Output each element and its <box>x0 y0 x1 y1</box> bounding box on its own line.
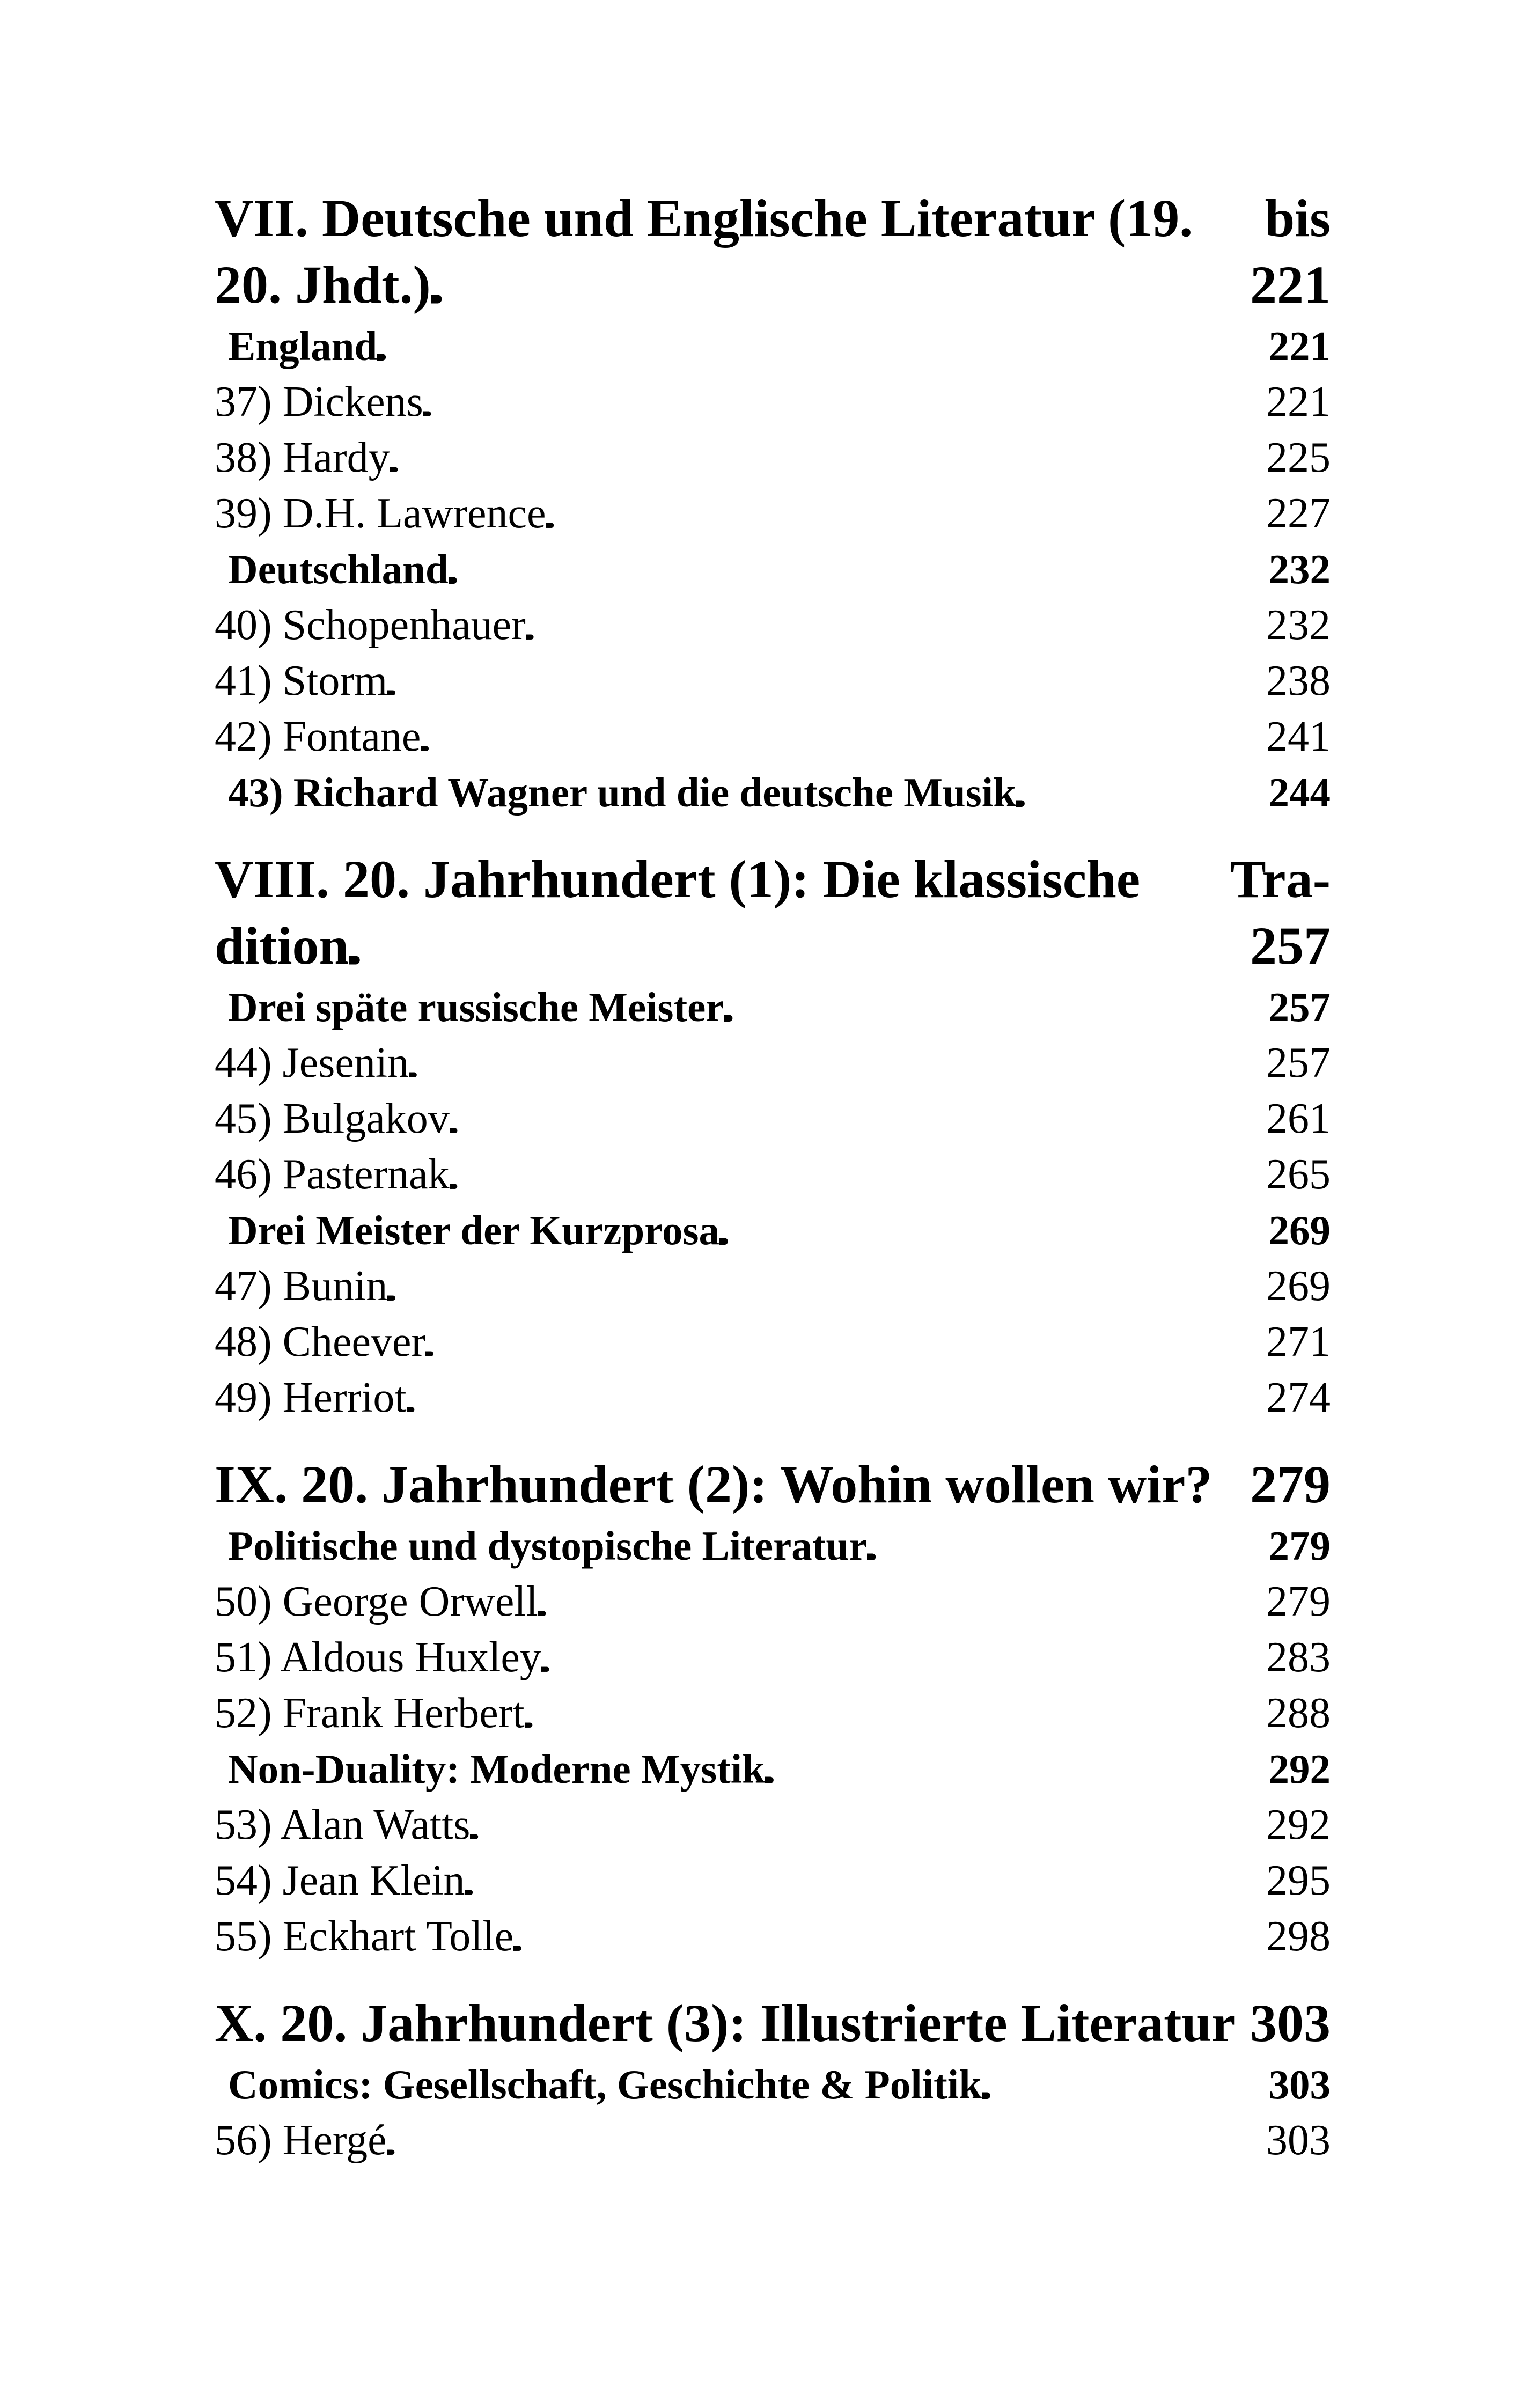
dot-leader <box>538 1574 1266 1629</box>
page-number: 261 <box>1266 1095 1331 1142</box>
section-title: Politische und dystopische Literatur <box>228 1523 868 1569</box>
page-number: 292 <box>1268 1746 1331 1792</box>
entry-title: 50) George Orwell <box>215 1578 538 1625</box>
entry-title: 56) Hergé <box>215 2117 387 2164</box>
toc-entry <box>215 1685 1331 1741</box>
dot-leader <box>982 2057 1269 2112</box>
dot-leader <box>525 1685 1266 1741</box>
toc-entry <box>215 430 1331 486</box>
entry-title: 51) Aldous Huxley <box>215 1634 541 1681</box>
chapter-heading-text: bis <box>1265 188 1331 248</box>
page-number: 221 <box>1268 323 1331 369</box>
dot-leader <box>449 541 1269 597</box>
dot-leader <box>409 1035 1266 1091</box>
dot-leader <box>1016 765 1269 820</box>
dot-leader <box>546 486 1267 541</box>
toc-entry <box>215 2112 1331 2168</box>
chapter-title: X. 20. Jahrhundert (3): Illustrierte Literatur <box>215 1993 1236 2053</box>
page-number: 283 <box>1266 1634 1331 1681</box>
entry-title: 55) Eckhart Tolle <box>215 1913 514 1960</box>
toc-entry <box>215 1314 1331 1370</box>
chapter-heading <box>215 846 1331 979</box>
page-number: 221 <box>1266 378 1331 425</box>
entry-title: 54) Jean Klein <box>215 1857 465 1904</box>
dot-leader <box>390 430 1266 486</box>
toc-entry <box>215 1908 1331 1964</box>
dot-leader <box>724 979 1269 1035</box>
chapter-title: 20. Jhdt.) <box>215 255 431 314</box>
toc-entry <box>215 1574 1331 1629</box>
toc-entry <box>215 374 1331 430</box>
section-heading <box>215 1741 1331 1797</box>
page-number: 271 <box>1266 1318 1331 1365</box>
toc-entry <box>215 1370 1331 1426</box>
page-number: 257 <box>1266 1039 1331 1086</box>
entry-title: 39) D.H. Lawrence <box>215 490 546 537</box>
entry-title: 40) Schopenhauer <box>215 601 526 649</box>
chapter-title: dition <box>215 916 349 975</box>
dot-leader <box>450 1147 1266 1202</box>
toc-entry <box>215 709 1331 765</box>
entry-title: 41) Storm <box>215 657 388 704</box>
entry-title: 38) Hardy <box>215 434 390 481</box>
dot-leader <box>349 913 1250 979</box>
entry-title: 44) Jesenin <box>215 1039 409 1086</box>
entry-title: 37) Dickens <box>215 378 423 425</box>
dot-leader <box>867 1518 1268 1574</box>
dot-leader <box>387 1258 1266 1314</box>
chapter-heading-line <box>215 185 1331 252</box>
entry-title: 49) Herriot <box>215 1374 407 1421</box>
page-number: 257 <box>1250 916 1331 975</box>
chapter-heading-line <box>215 252 1331 318</box>
dot-leader <box>377 318 1268 374</box>
page-number: 257 <box>1268 984 1331 1030</box>
page-number: 269 <box>1268 1207 1331 1253</box>
toc-entry <box>215 1258 1331 1314</box>
page-number: 232 <box>1268 546 1331 592</box>
page-number: 303 <box>1268 2061 1331 2108</box>
page-number: 238 <box>1266 657 1331 704</box>
page-number: 265 <box>1266 1151 1331 1198</box>
dot-leader <box>387 2112 1266 2168</box>
page-number: 292 <box>1266 1801 1331 1848</box>
dot-leader <box>470 1797 1266 1853</box>
chapter-heading <box>215 185 1331 318</box>
toc-entry <box>215 486 1331 541</box>
page-number: 232 <box>1266 601 1331 649</box>
entry-title: 48) Cheever <box>215 1318 426 1365</box>
section-title: 43) Richard Wagner und die deutsche Musik <box>228 769 1016 816</box>
section-heading <box>215 541 1331 597</box>
entry-title: 53) Alan Watts <box>215 1801 471 1848</box>
section-heading <box>215 979 1331 1035</box>
dot-leader <box>465 1853 1266 1908</box>
page-number: 225 <box>1266 434 1331 481</box>
section-title: Drei späte russische Meister <box>228 984 724 1030</box>
page-number: 295 <box>1266 1857 1331 1904</box>
toc-entry <box>215 653 1331 709</box>
entry-title: 46) Pasternak <box>215 1151 450 1198</box>
chapter-heading-line <box>215 913 1331 979</box>
spacer <box>215 1426 1331 1451</box>
dot-leader <box>765 1741 1269 1797</box>
dot-leader <box>450 1091 1266 1147</box>
section-title: Deutschland <box>228 546 449 592</box>
chapter-heading <box>215 1990 1331 2057</box>
dot-leader <box>541 1629 1266 1685</box>
page-number: 274 <box>1266 1374 1331 1421</box>
dot-leader <box>425 1314 1266 1370</box>
dot-leader <box>387 653 1266 709</box>
section-title: Drei Meister der Kurzprosa <box>228 1207 719 1253</box>
table-of-contents <box>215 185 1331 2168</box>
page-number: 279 <box>1268 1523 1331 1569</box>
dot-leader <box>526 597 1266 653</box>
page-number: 241 <box>1266 713 1331 760</box>
section-heading <box>215 318 1331 374</box>
page-number: 279 <box>1266 1578 1331 1625</box>
chapter-title: IX. 20. Jahrhundert (2): Wohin wollen wir? <box>215 1455 1213 1514</box>
entry-title: 52) Frank Herbert <box>215 1690 525 1737</box>
page-number: 303 <box>1266 2117 1331 2164</box>
toc-entry <box>215 597 1331 653</box>
toc-entry <box>215 1797 1331 1853</box>
page-number: 288 <box>1266 1690 1331 1737</box>
entry-title: 45) Bulgakov <box>215 1095 450 1142</box>
spacer <box>215 820 1331 846</box>
dot-leader <box>431 252 1250 318</box>
toc-entry <box>215 1147 1331 1202</box>
dot-leader <box>407 1370 1266 1426</box>
page-number: 269 <box>1266 1262 1331 1310</box>
section-heading <box>215 1202 1331 1258</box>
page-number: 279 <box>1250 1455 1331 1514</box>
page-number: 221 <box>1250 255 1331 314</box>
spacer <box>215 1964 1331 1990</box>
chapter-heading <box>215 1451 1331 1518</box>
chapter-heading-line <box>215 846 1331 913</box>
section-heading <box>215 1518 1331 1574</box>
section-heading <box>215 2057 1331 2112</box>
dot-leader <box>719 1202 1269 1258</box>
page-number: 303 <box>1250 1993 1331 2053</box>
dot-leader <box>513 1908 1266 1964</box>
toc-entry <box>215 1853 1331 1908</box>
section-title: Comics: Gesellschaft, Geschichte & Politik <box>228 2061 982 2108</box>
entry-title: 42) Fontane <box>215 713 421 760</box>
section-title: Non-Duality: Moderne Mystik <box>228 1746 765 1792</box>
chapter-heading-text: VII. Deutsche und Englische Literatur (19. <box>215 188 1193 248</box>
chapter-heading-text: VIII. 20. Jahrhundert (1): Die klassische <box>215 849 1141 909</box>
toc-entry <box>215 1091 1331 1147</box>
page-number: 298 <box>1266 1913 1331 1960</box>
entry-title: 47) Bunin <box>215 1262 388 1310</box>
dot-leader <box>421 709 1266 765</box>
section-title: England <box>228 323 378 369</box>
section-heading <box>215 765 1331 820</box>
toc-entry <box>215 1035 1331 1091</box>
toc-entry <box>215 1629 1331 1685</box>
page-number: 244 <box>1268 769 1331 816</box>
page-number: 227 <box>1266 490 1331 537</box>
chapter-heading-text: Tra- <box>1230 849 1331 909</box>
dot-leader <box>423 374 1266 430</box>
